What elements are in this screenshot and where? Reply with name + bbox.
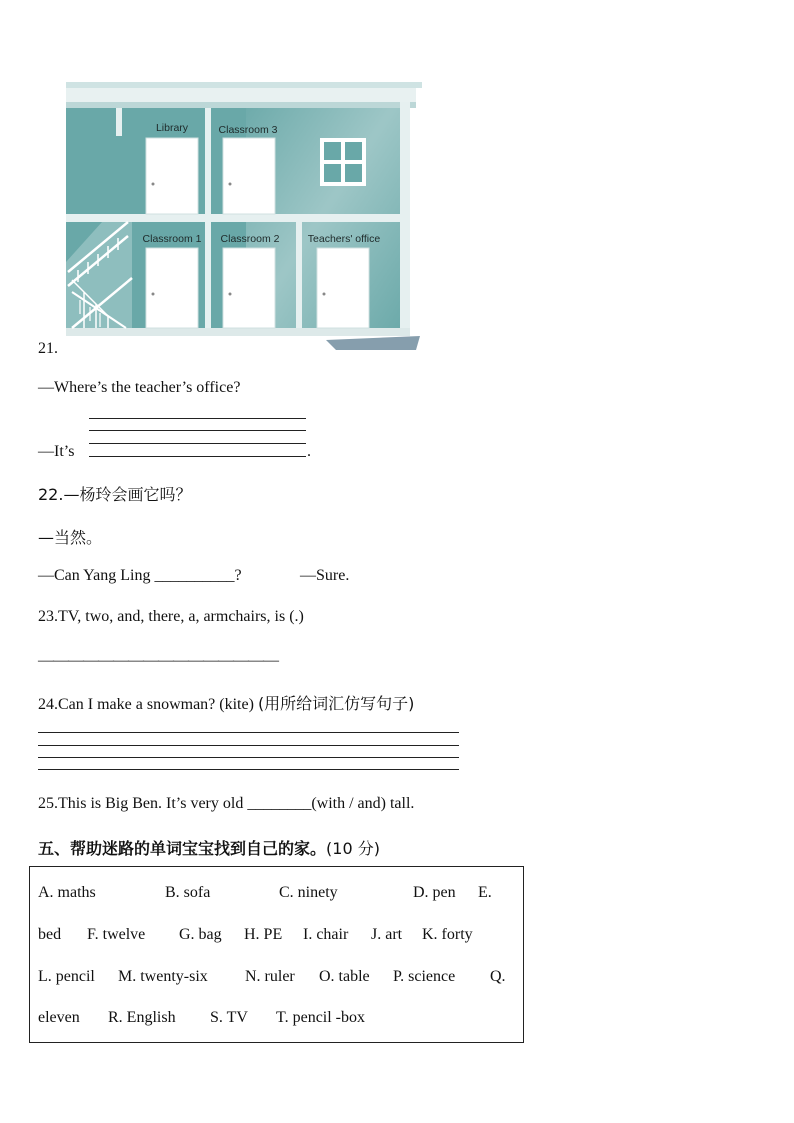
school-building-picture: [66, 82, 422, 352]
word-item: S. TV: [210, 1009, 248, 1026]
q24-answer-line-3[interactable]: [38, 757, 459, 758]
q24-instruction: (用所给词汇仿写句子): [257, 694, 415, 713]
word-item: L. pencil: [38, 968, 95, 985]
q22-chinese-answer: —当然。: [38, 528, 103, 547]
room-label-teachers-office: Teachers' office: [307, 233, 381, 245]
word-item: J. art: [371, 926, 403, 943]
word-item: G. bag: [179, 926, 222, 943]
word-item: A. maths: [38, 884, 96, 901]
q21-answer-suffix: .: [307, 443, 311, 460]
word-item: M. twenty-six: [118, 968, 208, 985]
q21-answer-line-4[interactable]: [89, 456, 306, 457]
q24-answer-line-2[interactable]: [38, 745, 459, 746]
room-label-classroom-2: Classroom 2: [220, 233, 280, 245]
room-label-classroom-3: Classroom 3: [218, 124, 278, 136]
word-item: R. English: [108, 1009, 176, 1026]
q21-question: —Where’s the teacher’s office?: [38, 379, 241, 396]
q24-answer-line-4[interactable]: [38, 769, 459, 770]
word-item: T. pencil -box: [276, 1009, 366, 1026]
q21-answer-prefix: —It’s: [38, 443, 75, 460]
q21-answer-line-3[interactable]: [89, 443, 306, 444]
word-item: B. sofa: [165, 884, 211, 901]
word-item: N. ruler: [245, 968, 295, 985]
q23-answer-blank[interactable]: ————————————————: [38, 652, 278, 669]
word-item: C. ninety: [279, 884, 338, 901]
word-item: D. pen: [413, 884, 456, 901]
q24-answer-line-1[interactable]: [38, 732, 459, 733]
word-item: Q.: [490, 968, 506, 985]
q23-question: 23.TV, two, and, there, a, armchairs, is (.): [38, 608, 304, 625]
q22-english-question: —Can Yang Ling __________?: [38, 567, 242, 584]
section5-title: [38, 836, 380, 859]
section5-score: (10 分): [326, 839, 380, 858]
word-item: E.: [478, 884, 492, 901]
word-item: K. forty: [422, 926, 473, 943]
q22-english-reply: —Sure.: [300, 567, 350, 584]
q22-chinese-question: 22.—杨玲会画它吗？: [38, 485, 192, 504]
q24-question: [38, 691, 414, 714]
word-item: F. twelve: [87, 926, 146, 943]
word-item: I. chair: [303, 926, 349, 943]
word-item: eleven: [38, 1009, 80, 1026]
word-item: H. PE: [244, 926, 283, 943]
room-label-library: Library: [155, 122, 189, 134]
word-item: bed: [38, 926, 62, 943]
word-item: O. table: [319, 968, 370, 985]
q25-question: 25.This is Big Ben. It’s very old ________(with / and) tall.: [38, 795, 415, 812]
q21-answer-line-2[interactable]: [89, 430, 306, 431]
section5-title-text: 五、帮助迷路的单词宝宝找到自己的家。: [38, 839, 327, 858]
q21-number: 21.: [38, 340, 58, 357]
q21-answer-line-1[interactable]: [89, 418, 306, 419]
room-label-classroom-1: Classroom 1: [142, 233, 202, 245]
word-item: P. science: [393, 968, 456, 985]
q24-question-text: 24.Can I make a snowman? (kite): [38, 696, 254, 713]
